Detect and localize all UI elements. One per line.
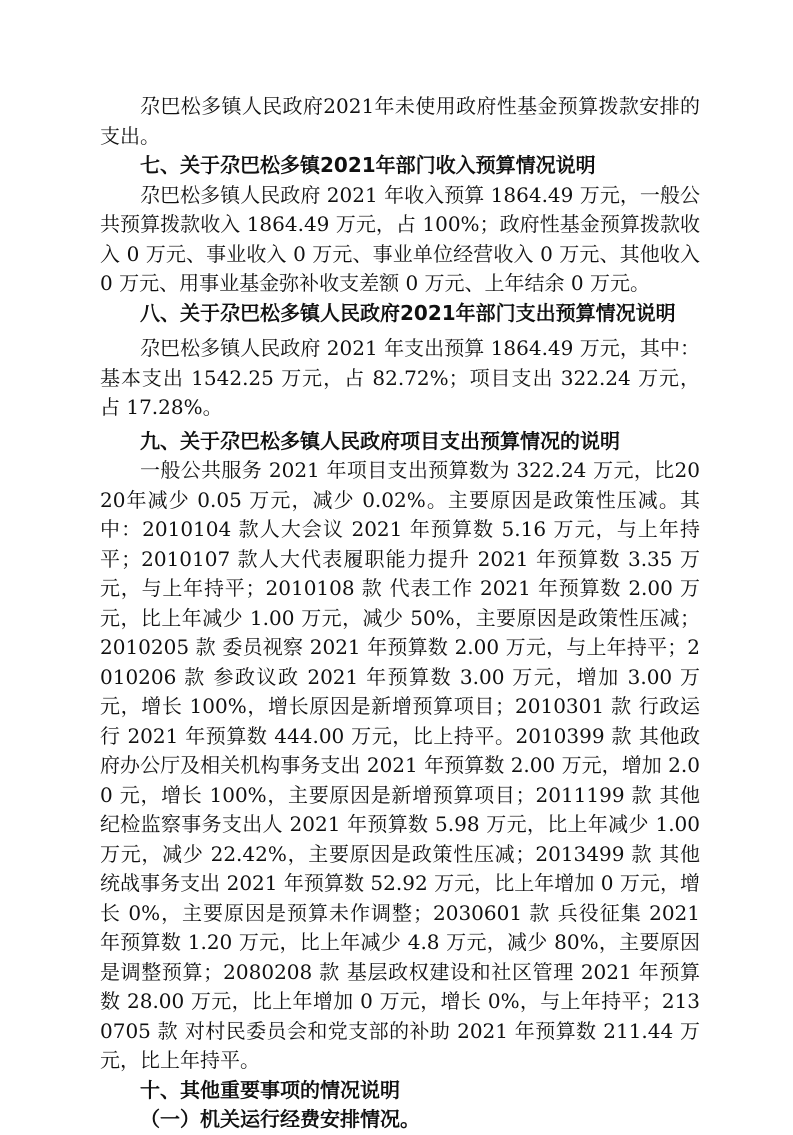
- section-9-paragraph: 一般公共服务 2021 年项目支出预算数为 322.24 万元，比2020年减少 0.05 万元，减少 0.02%。主要原因是政策性压减。其中：2010104 款人大会议 2021 年预算数 5.16 万元，与上年持平；2010107 款人大代表履职能力提升 2021 年预算数 3.35 万元，与上年持平；2010108 款 代表工作 2021 年预算数 2.00 万元，比上年减少 1.00 万元，减少 50%，主要原因是政策性压减；2010205 款 委员视察 2021 年预算数 2.00 万元，与上年持平；2010206 款 参政议政 2021 年预算数 3.00 万元，增加 3.00 万元，增长 100%，增长原因是新增预算项目；2010301 款 行政运行 2021 年预算数 444.00 万元，比上持平。2010399 款 其他政府办公厅及相关机构事务支出 2021 年预算数 2.00 万元，增加 2.00 元，增长 100%，主要原因是新增预算项目；2011199 款 其他纪检监察事务支出人 2021 年预算数 5.98 万元，比上年减少 1.00 万元，减少 22.42%，主要原因是政策性压减；2013499 款 其他统战事务支出 2021 年预算数 52.92 万元，比上年增加 0 万元，增长 0%，主要原因是预算未作调整；2030601 款 兵役征集 2021 年预算数 1.20 万元，比上年减少 4.8 万元，减少 80%，主要原因是调整预算；2080208 款 基层政权建设和社区管理 2021 年预算数 28.00 万元，比上年增加 0 万元，增长 0%，与上年持平；2130705 款 对村民委员会和党支部的补助 2021 年预算数 211.44 万元，比上年持平。: [100, 458, 700, 1072]
- document-page: [100, 92, 700, 1135]
- section-10-heading: 十、其他重要事项的情况说明: [140, 1077, 400, 1102]
- section-8-paragraph: 尕巴松多镇人民政府 2021 年支出预算 1864.49 万元，其中：基本支出 1542.25 万元，占 82.72%；项目支出 322.24 万元，占 17.28%。: [100, 336, 700, 419]
- section-7-heading: 七、关于尕巴松多镇2021年部门收入预算情况说明: [140, 153, 596, 177]
- carryover-paragraph: 尕巴松多镇人民政府2021年未使用政府性基金预算拨款安排的支出。: [100, 94, 700, 148]
- section-7-paragraph: 尕巴松多镇人民政府 2021 年收入预算 1864.49 万元，一般公共预算拨款收入 1864.49 万元，占 100%；政府性基金预算拨款收入 0 万元、事业收入 0 万元、事业单位经营收入 0 万元、其他收入 0 万元、用事业基金弥补收支差额 0 万元、上年结余 0 万元。: [100, 182, 700, 295]
- section-8-heading: 八、关于尕巴松多镇人民政府2021年部门支出预算情况说明: [140, 300, 676, 325]
- section-10-subheading-1: （一）机关运行经费安排情况。: [140, 1107, 420, 1131]
- section-9-heading: 九、关于尕巴松多镇人民政府项目支出预算情况的说明: [140, 428, 620, 453]
